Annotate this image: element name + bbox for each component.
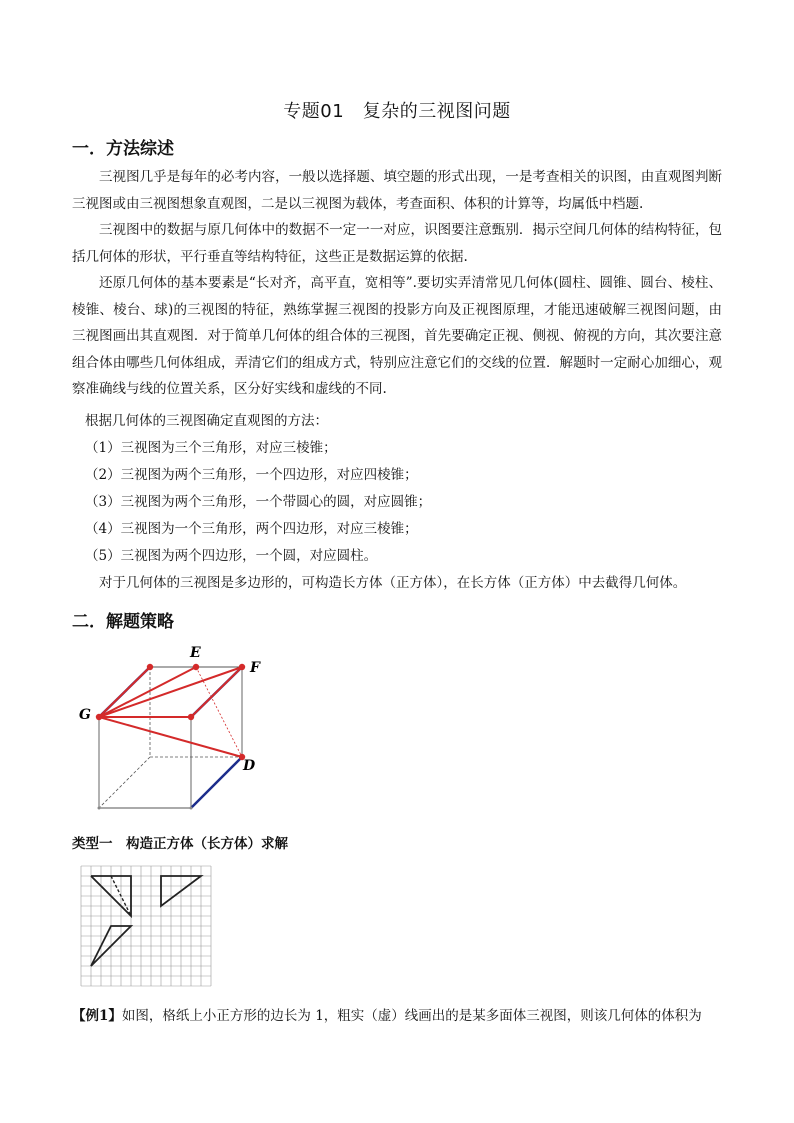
- cube-diagram: [72, 640, 272, 820]
- label-e: E: [190, 645, 201, 661]
- section-heading-method: 一．方法综述: [72, 139, 174, 159]
- method-paragraphs: [72, 164, 722, 403]
- section-heading-strategy: 二．解题策略: [72, 612, 174, 632]
- example-tag: 【例1】: [72, 1008, 122, 1024]
- label-d: D: [243, 758, 256, 774]
- three-view-grid-figure: [79, 864, 215, 988]
- method-intro: 根据几何体的三视图确定直观图的方法：: [85, 413, 328, 429]
- paragraph-2: 三视图中的数据与原几何体中的数据不一定一一对应，识图要注意甄别．揭示空间几何体的结构特征，包括几何体的形状，平行垂直等结构特征，这些正是数据运算的依据.: [72, 222, 722, 265]
- point-e: [193, 664, 199, 670]
- method-item-5: （5）三视图为两个四边形，一个圆，对应圆柱。: [85, 548, 378, 564]
- method-list: [72, 408, 722, 597]
- label-g: G: [79, 707, 91, 723]
- method-item-2: （2）三视图为两个三角形，一个四边形，对应四棱锥；: [85, 467, 418, 483]
- example-text: 如图，格纸上小正方形的边长为 1，粗实（虚）线画出的是某多面体三视图，则该几何体的体积为: [121, 1008, 702, 1024]
- point-g: [96, 714, 102, 720]
- red-line-gd: [99, 717, 242, 757]
- hidden-edge-depth: [99, 757, 150, 808]
- red-line-gtop: [99, 667, 150, 717]
- vertex-point-bl: [98, 807, 101, 810]
- type1-heading: 类型一 构造正方体（长方体）求解: [72, 836, 288, 852]
- method-closing: 对于几何体的三视图是多边形的，可构造长方体（正方体），在长方体（正方体）中去截得几何体。: [99, 575, 687, 591]
- method-item-3: （3）三视图为两个三角形，一个带圆心的圆，对应圆锥；: [85, 494, 432, 510]
- point-f: [239, 664, 245, 670]
- blue-edge-bottom-right: [191, 757, 242, 808]
- paragraph-1: 三视图几乎是每年的必考内容，一般以选择题、填空题的形式出现，一是考查相关的识图，由直观图判断三视图或由三视图想象直观图，二是以三视图为载体，考查面积、体积的计算等，均属低中档题.: [72, 169, 722, 212]
- method-item-1: （1）三视图为三个三角形，对应三棱锥；: [85, 440, 337, 456]
- red-line-front-f: [191, 667, 242, 717]
- label-f: F: [250, 660, 260, 676]
- method-item-4: （4）三视图为一个三角形，两个四边形，对应三棱锥；: [85, 521, 418, 537]
- example-1: [72, 1004, 732, 1028]
- vertex-point-front: [188, 714, 194, 720]
- vertex-point: [147, 664, 153, 670]
- vertex-point-br: [190, 807, 193, 810]
- page-title: 专题01 复杂的三视图问题: [283, 101, 511, 122]
- red-line-ge: [99, 667, 196, 717]
- red-line-gf: [99, 667, 242, 717]
- paragraph-3: 还原几何体的基本要素是“长对齐，高平直，宽相等”.要切实弄清常见几何体(圆柱、圆锥、圆台、棱柱、棱锥、棱台、球)的三视图的特征，熟练掌握三视图的投影方向及正视图原理，才能迅速破解三视图问题，由三视图画出其直观图．对于简单几何体的组合体的三视图，首先要确定正视、侧视、俯视的方向，其次要注意组合体由哪些几何体组成，弄清它们的组成方式，特别应注意它们的交线的位置．解题时一定耐心加细心，观察准确线与线的位置关系，区分好实线和虚线的不同.: [72, 275, 722, 397]
